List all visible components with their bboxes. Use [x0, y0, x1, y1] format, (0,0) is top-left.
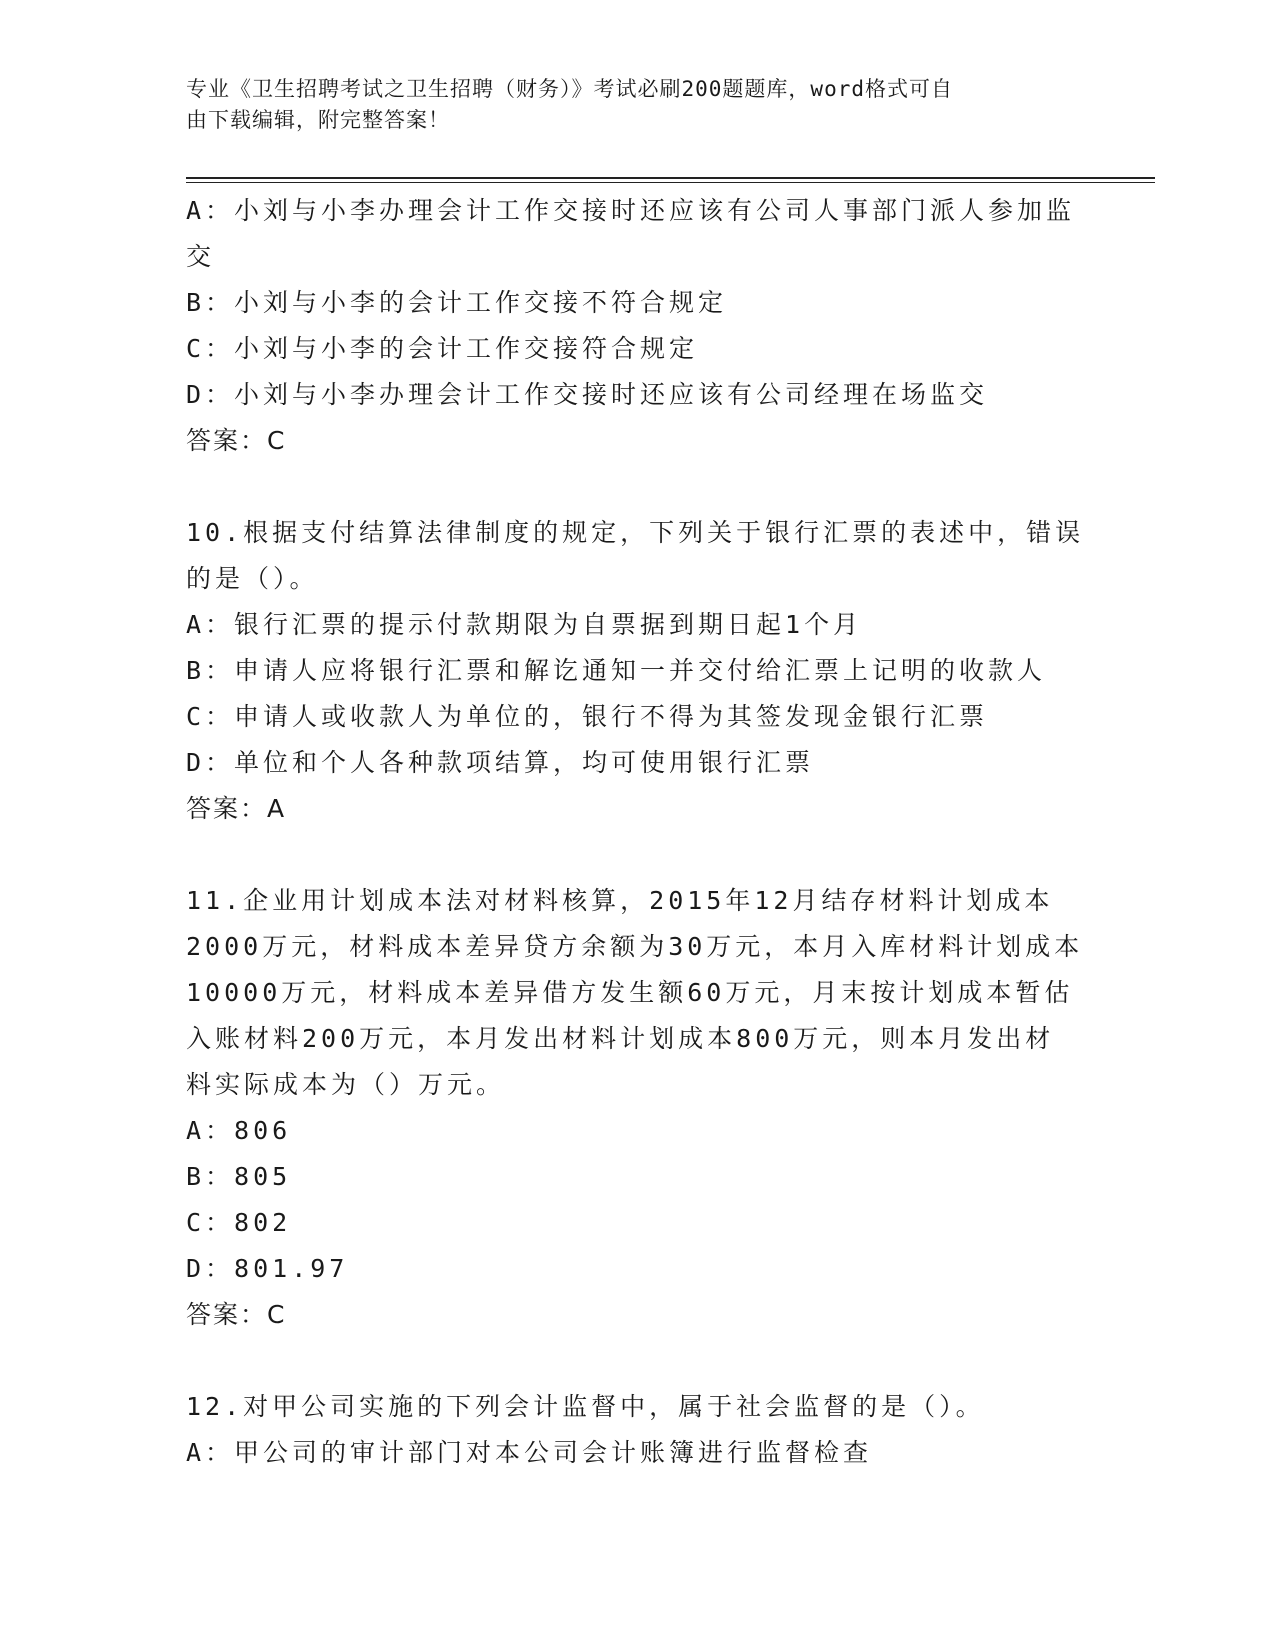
- q11-option-b: B：805: [186, 1162, 292, 1191]
- q9-answer: 答案：C: [186, 426, 287, 455]
- header-line-1: 专业《卫生招聘考试之卫生招聘（财务）》考试必刷200题题库，word格式可自: [186, 77, 953, 101]
- q9-option-b: B：小刘与小李的会计工作交接不符合规定: [186, 288, 728, 317]
- q11-answer: 答案：C: [186, 1300, 287, 1329]
- q12-option-a: A：甲公司的审计部门对本公司会计账簿进行监督检查: [186, 1438, 873, 1467]
- spacer: [186, 832, 1086, 878]
- header-divider-thick: [186, 177, 1155, 179]
- header-line-2: 由下载编辑，附完整答案！: [186, 108, 450, 132]
- q12-stem: 12.对甲公司实施的下列会计监督中，属于社会监督的是（）。: [186, 1392, 985, 1421]
- q10-option-c: C：申请人或收款人为单位的，银行不得为其签发现金银行汇票: [186, 702, 989, 731]
- question-9: [186, 188, 1086, 464]
- q11-option-d: D：801.97: [186, 1254, 349, 1283]
- q11-stem-line-3: 10000万元，材料成本差异借方发生额60万元，月末按计划成本暂估: [186, 978, 1074, 1007]
- question-11: [186, 878, 1086, 1338]
- q11-stem-line-5: 料实际成本为（）万元。: [186, 1070, 506, 1099]
- q10-option-a: A：银行汇票的提示付款期限为自票据到期日起1个月: [186, 610, 863, 639]
- q10-option-b: B：申请人应将银行汇票和解讫通知一并交付给汇票上记明的收款人: [186, 656, 1047, 685]
- spacer: [186, 464, 1086, 510]
- q9-option-d: D：小刘与小李办理会计工作交接时还应该有公司经理在场监交: [186, 380, 989, 409]
- q10-stem-line-1: 10.根据支付结算法律制度的规定，下列关于银行汇票的表述中，错误: [186, 518, 1085, 547]
- q11-stem-line-2: 2000万元，材料成本差异贷方余额为30万元，本月入库材料计划成本: [186, 932, 1084, 961]
- question-10: [186, 510, 1086, 832]
- q9-option-c: C：小刘与小李的会计工作交接符合规定: [186, 334, 699, 363]
- q10-answer: 答案：A: [186, 794, 287, 823]
- q10-option-d: D：单位和个人各种款项结算，均可使用银行汇票: [186, 748, 815, 777]
- q11-option-c: C：802: [186, 1208, 292, 1237]
- document-header: [186, 74, 1086, 136]
- q11-stem-line-1: 11.企业用计划成本法对材料核算，2015年12月结存材料计划成本: [186, 886, 1054, 915]
- q11-stem-line-4: 入账材料200万元，本月发出材料计划成本800万元，则本月发出材: [186, 1024, 1055, 1053]
- q11-option-a: A：806: [186, 1116, 292, 1145]
- header-divider-thin: [186, 182, 1155, 183]
- q9-option-a-line-2: 交: [186, 242, 216, 271]
- q9-option-a-line-1: A：小刘与小李办理会计工作交接时还应该有公司人事部门派人参加监: [186, 196, 1076, 225]
- spacer: [186, 1338, 1086, 1384]
- q10-stem-line-2: 的是（）。: [186, 564, 319, 593]
- question-12: [186, 1384, 1086, 1476]
- question-list: [186, 188, 1086, 1476]
